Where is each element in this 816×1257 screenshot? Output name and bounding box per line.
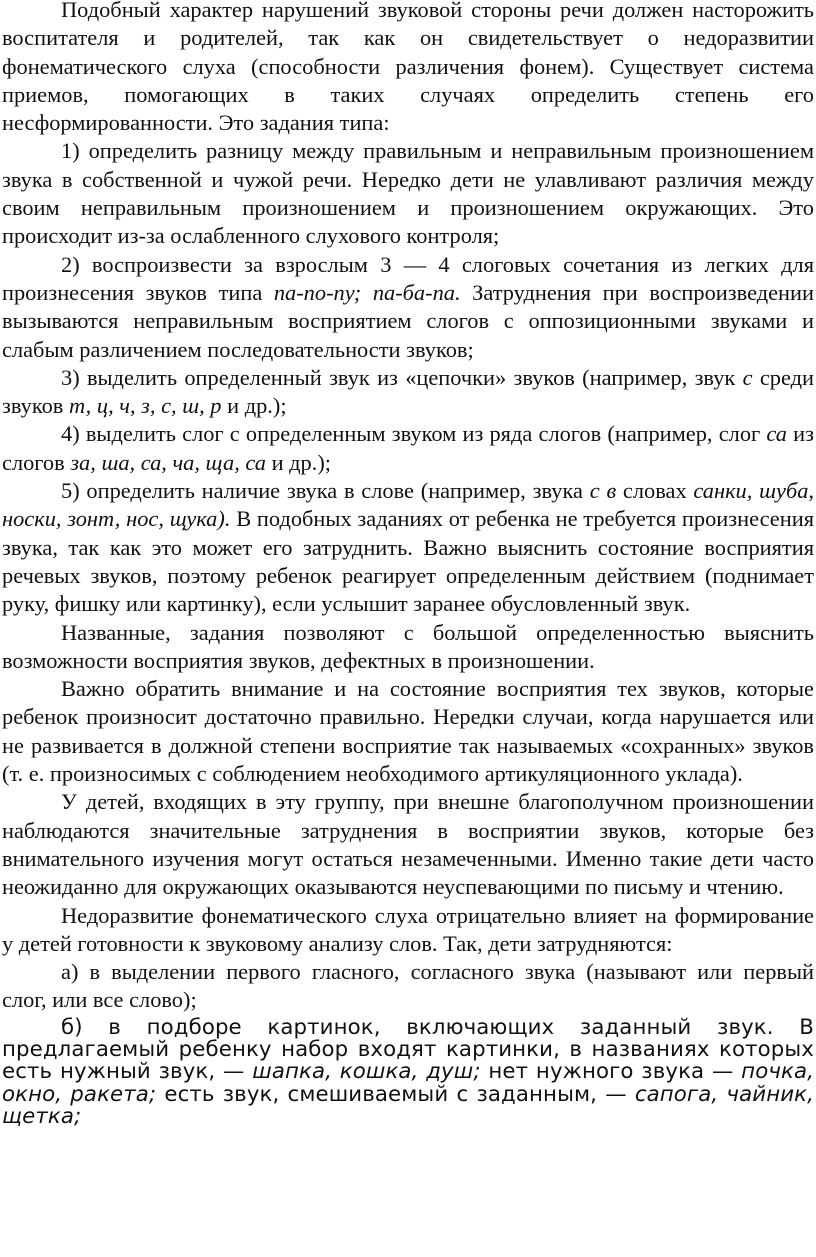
italic-example: шапка, кошка, душ; <box>252 1059 481 1085</box>
paragraph-item-b <box>2 1014 815 1129</box>
italic-example: за, ша, са, ча, ща, са <box>70 449 266 475</box>
text-run: среди звуков <box>2 364 815 419</box>
italic-example: т, ц, ч, з, с, ш, р <box>68 393 222 419</box>
italic-example: сапога, чайник, щетка; <box>2 1081 815 1129</box>
paragraph-task-4 <box>2 420 814 477</box>
paragraph-preserved-sounds: Важно обратить внимание и на состояние восприятия тех звуков, которые ребенок произносит достаточно правильно. Нередки случаи, когда нарушается или не развивается в должной степени восприятие так называемых «сохранных» звуков (т. е. произносимых с соблюдением необходимого артикуляционного уклада). <box>2 676 814 787</box>
paragraph-group: У детей, входящих в эту группу, при внешне благополучном произношении наблюдаются значительные затруднения в восприятии звуков, которые без внимательного изучения могут остаться незамеченными. Именно такие дети часто неожиданно для окружающих оказываются неуспевающими по письму и чтению. <box>2 789 814 900</box>
italic-example: па-по-пу; па-ба-па. <box>273 279 461 305</box>
text-run: из слогов <box>2 421 814 475</box>
text-run: есть звук, смешиваемый с заданным, — <box>156 1081 635 1107</box>
text-run: 4) выделить слог с определенным звуком из ряда слогов (например, слог <box>61 421 767 447</box>
text-run: В подобных заданиях от ребенка не требуется произнесения звука, так как это может его затруднить. Важно выяснить состояние восприятия речевых звуков, поэтому ребенок реагирует определенным действием (поднимает руку, фишку или картинку), если услышит заранее обусловленный звук. <box>2 506 815 617</box>
paragraph-task-2 <box>2 251 814 364</box>
text-run: 5) определить наличие звука в слове (например, звука <box>61 478 590 504</box>
text-run: словах <box>616 478 694 504</box>
italic-example: почка, окно, ракета; <box>2 1059 814 1107</box>
text-run: 2) воспроизвести за взрослым 3 — 4 слоговых сочетания из легких для произнесения звуков типа <box>2 251 814 305</box>
text-run: и др.); <box>221 393 287 419</box>
text-run: Затруднения при воспроизведении вызываются неправильным восприятием слогов с оппозиционными звуками и слабым различением последовательности звуков; <box>2 279 814 362</box>
text-run: б) в подборе картинок, включающих заданный звук. В предлагаемый ребенку набор входят картинки, в названиях которых есть нужный звук, — <box>2 1014 814 1085</box>
paragraph-summary: Названные, задания позволяют с большой определенностью выяснить возможности восприятия звуков, дефектных в произношении. <box>2 619 814 673</box>
text-run: и др.); <box>265 449 332 475</box>
main-text <box>2 0 814 1015</box>
italic-example: санки, шуба, носки, зонт, нос, щука). <box>2 478 815 532</box>
text-run: 3) выделить определенный звук из «цепочки» звуков (например, звук <box>61 364 743 390</box>
paragraph-underdevelopment: Недоразвитие фонематического слуха отрицательно влияет на формирование у детей готовности к звуковому анализу слов. Так, дети затрудняются: <box>2 902 814 956</box>
italic-example: са <box>766 421 787 447</box>
paragraph-task-5 <box>2 477 814 618</box>
paragraph-intro: Подобный характер нарушений звуковой стороны речи должен насторожить воспитателя и родителей, так как он свидетельствует о недоразвитии фонематического слуха (способности различения фонем). Существует система приемов, помогающих в таких случаях определить степень его несформированности. Это задания типа: <box>2 0 814 136</box>
paragraph-item-a: а) в выделении первого гласного, согласного звука (называют или первый слог, или все слово); <box>2 959 814 1013</box>
italic-example: с <box>742 364 753 390</box>
paragraph-task-1: 1) определить разницу между правильным и неправильным произношением звука в собственной и чужой речи. Нередко дети не улавливают различия между своим неправильным произношением и произношением окружающих. Это происходит из-за ослабленного слухового контроля; <box>2 138 814 249</box>
paragraph-task-3 <box>2 364 814 421</box>
text-run: нет нужного звука — <box>480 1059 742 1085</box>
italic-example: с в <box>589 478 617 504</box>
